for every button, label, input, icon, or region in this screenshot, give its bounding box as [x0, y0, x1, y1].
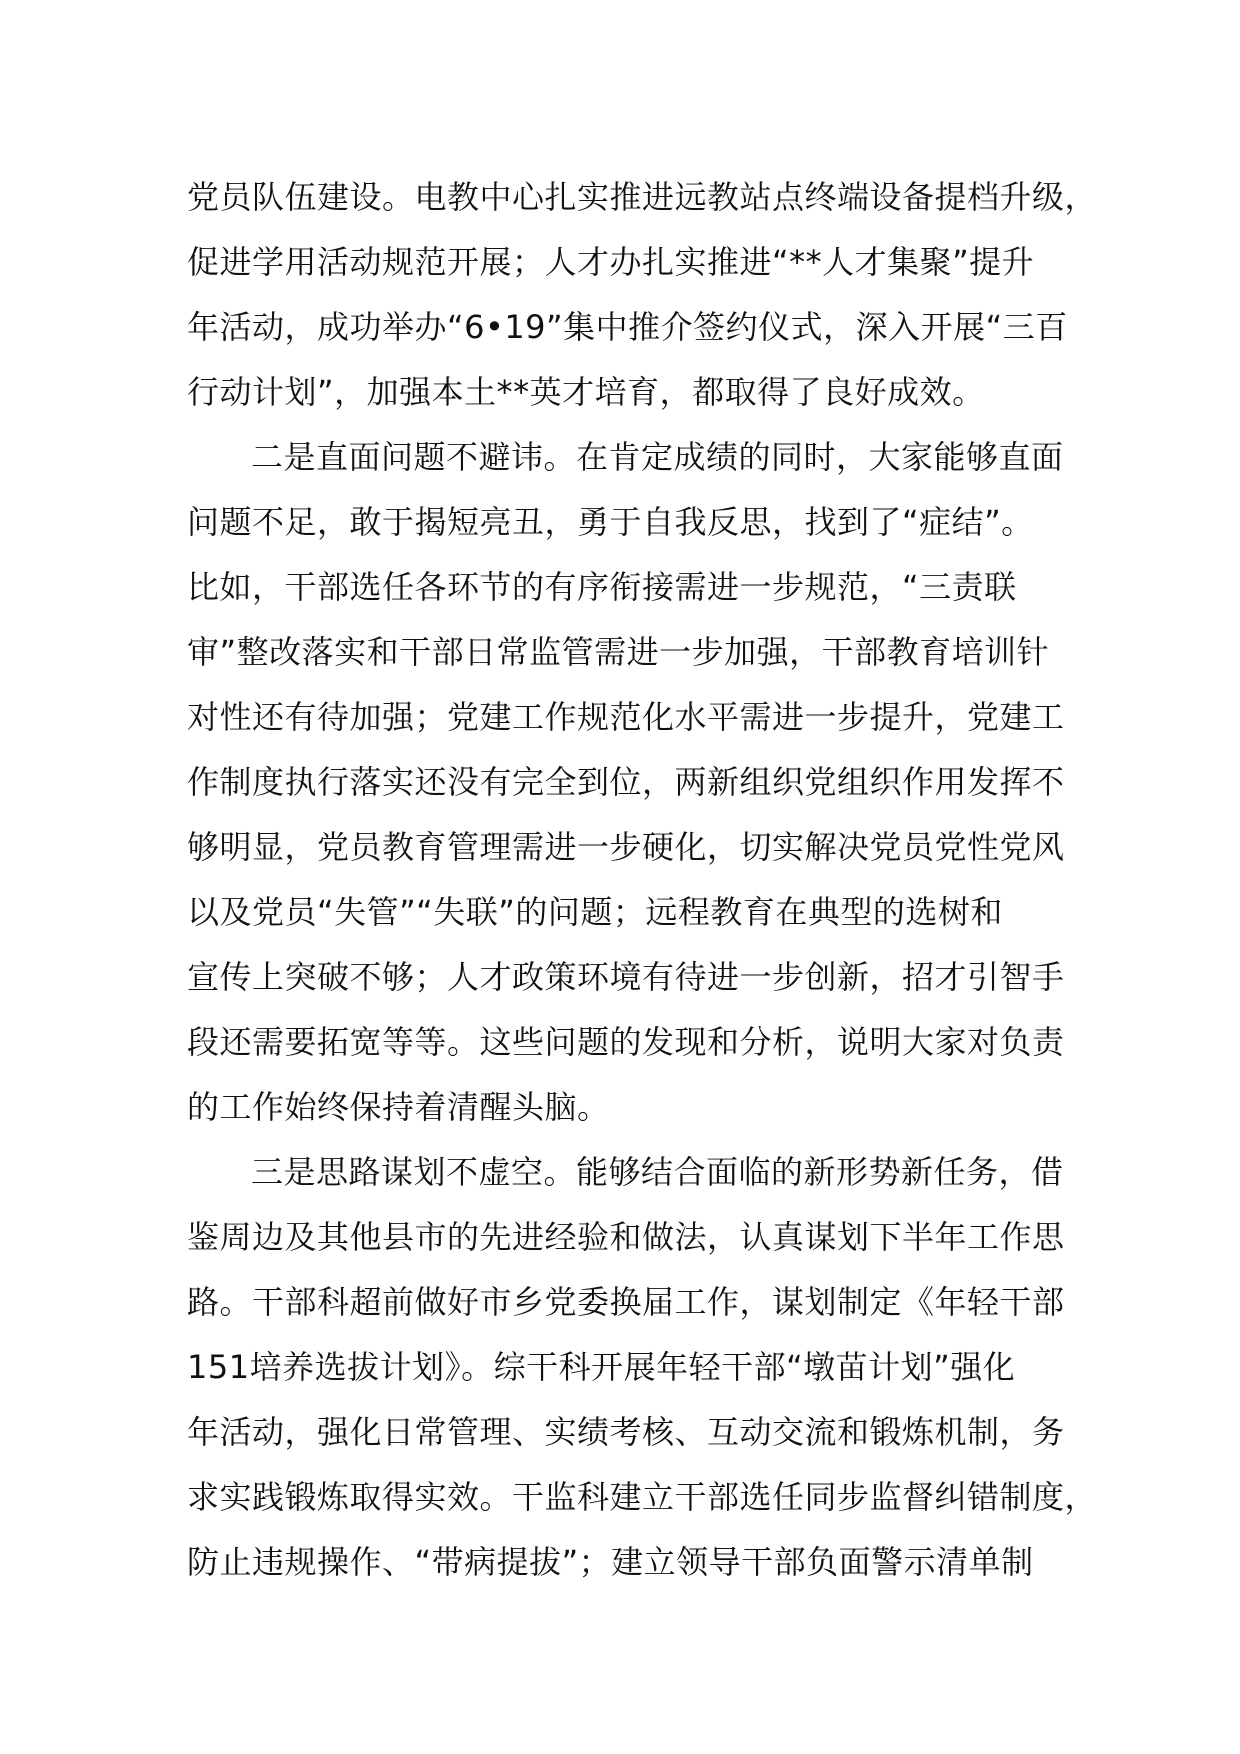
- text-line: 行动计划”，加强本土**英才培育，都取得了良好成效。: [187, 373, 985, 411]
- text-line: 问题不足，敢于揭短亮丑，勇于自我反思，找到了“症结”。: [187, 503, 1034, 541]
- text-line: 够明显，党员教育管理需进一步硬化，切实解决党员党性党风: [187, 828, 1065, 866]
- text-line: 鉴周边及其他县市的先进经验和做法，认真谋划下半年工作思: [187, 1218, 1065, 1256]
- text-line: 审”整改落实和干部日常监管需进一步加强，干部教育培训针: [187, 633, 1050, 671]
- text-line: 段还需要拓宽等等。这些问题的发现和分析，说明大家对负责: [187, 1023, 1065, 1061]
- text-line: 路。干部科超前做好市乡党委换届工作，谋划制定《年轻干部: [187, 1283, 1065, 1321]
- text-line: 防止违规操作、“带病提拔”；建立领导干部负面警示清单制: [187, 1543, 1034, 1581]
- text-line: 比如，干部选任各环节的有序衔接需进一步规范，“三责联: [187, 568, 1017, 606]
- text-line: 的工作始终保持着清醒头脑。: [187, 1088, 610, 1126]
- text-line: 促进学用活动规范开展；人才办扎实推进“**人才集聚”提升: [187, 243, 1035, 281]
- text-line: 年活动，强化日常管理、实绩考核、互动交流和锻炼机制，务: [187, 1413, 1065, 1451]
- paragraph-start-line: 二是直面问题不避讳。在肯定成绩的同时，大家能够直面: [251, 438, 1064, 476]
- paragraph-start-line: 三是思路谋划不虚空。能够结合面临的新形势新任务，借: [251, 1153, 1064, 1191]
- text-line: 求实践锻炼取得实效。干监科建立干部选任同步监督纠错制度，: [187, 1478, 1098, 1516]
- text-line: 以及党员“失管”“失联”的问题；远程教育在典型的选树和: [187, 893, 1003, 931]
- text-line: 年活动，成功举办“6•19”集中推介签约仪式，深入开展“三百: [187, 308, 1068, 346]
- text-line: 作制度执行落实还没有完全到位，两新组织党组织作用发挥不: [187, 763, 1065, 801]
- text-line: 宣传上突破不够；人才政策环境有待进一步创新，招才引智手: [187, 958, 1065, 996]
- text-line: 151培养选拔计划》。综干科开展年轻干部“墩苗计划”强化: [187, 1348, 1016, 1386]
- body-text: [187, 165, 1098, 1595]
- text-line: 对性还有待加强；党建工作规范化水平需进一步提升，党建工: [187, 698, 1065, 736]
- text-line: 党员队伍建设。电教中心扎实推进远教站点终端设备提档升级，: [187, 178, 1098, 216]
